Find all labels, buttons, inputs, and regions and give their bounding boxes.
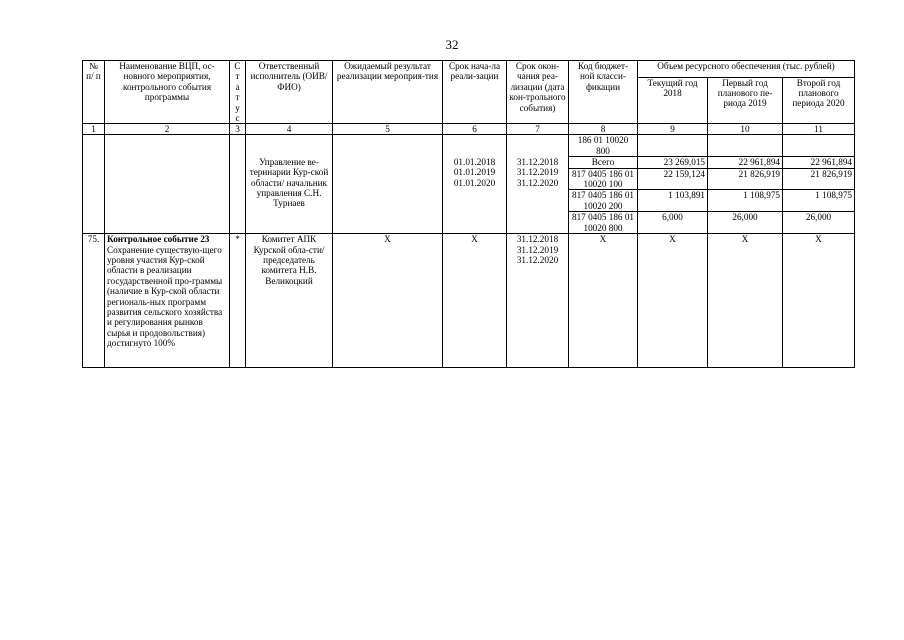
col-number: 4	[246, 124, 333, 135]
cont-result	[333, 157, 443, 234]
header-start: Срок нача-ла реали-зации	[443, 61, 507, 124]
event-description: Сохранение существую-щего уровня участия Кур-ской области в реализации государственной про-граммы (наличие в Кур-ской области региональ-ных программ развития сельского хозяйства и регулирования рынков сырья и продовольствия) достигнуто 100%	[107, 244, 223, 349]
cont-start-top	[443, 135, 507, 157]
cont-2019-top	[708, 135, 783, 157]
event-code: Х	[569, 234, 638, 368]
budget-code: Всего	[569, 157, 638, 168]
cont-2020-top	[783, 135, 855, 157]
cont-result-top	[333, 135, 443, 157]
cont-status	[230, 135, 246, 234]
header-executor: Ответственный исполнитель (ОИВ/ФИО)	[246, 61, 333, 124]
col-number: 5	[333, 124, 443, 135]
cont-end-top	[507, 135, 569, 157]
row-number: 75.	[83, 234, 105, 368]
cont-start-dates: 01.01.2018 01.01.2019 01.01.2020	[443, 157, 507, 234]
col-number: 2	[105, 124, 230, 135]
value-2018: 6,000	[638, 212, 708, 234]
value-2020: 26,000	[783, 212, 855, 234]
value-2019: 21 826,919	[708, 168, 783, 190]
cont-code-top: 186 01 10020 800	[569, 135, 638, 157]
header-2019: Первый год планового пе-риода 2019	[708, 77, 783, 124]
col-number: 10	[708, 124, 783, 135]
value-2019: 26,000	[708, 212, 783, 234]
budget-code: 817 0405 186 01 10020 800	[569, 212, 638, 234]
col-number: 1	[83, 124, 105, 135]
budget-code: 817 0405 186 01 10020 200	[569, 190, 638, 212]
event-title: Контрольное событие 23	[107, 234, 210, 245]
col-number: 8	[569, 124, 638, 135]
header-status: С т а т у с	[230, 61, 246, 124]
table-row	[83, 135, 855, 157]
header-2020: Второй год планового периода 2020	[783, 77, 855, 124]
col-number: 6	[443, 124, 507, 135]
value-2019: 22 961,894	[708, 157, 783, 168]
cont-executor-top	[246, 135, 333, 157]
header-end: Срок окон-чания реа-лизации (дата кон-трольного события)	[507, 61, 569, 124]
header-result: Ожидаемый результат реализации мероприя-тия	[333, 61, 443, 124]
value-2018: 1 103,891	[638, 190, 708, 212]
col-number: 11	[783, 124, 855, 135]
event-2018: Х	[638, 234, 708, 368]
col-number: 3	[230, 124, 246, 135]
page-number: 32	[445, 37, 459, 52]
header-name: Наименование ВЦП, ос-новного мероприятия, контрольного события программы	[105, 61, 230, 124]
cont-2018-top	[638, 135, 708, 157]
event-status: *	[230, 234, 246, 368]
event-end-dates: 31.12.2018 31.12.2019 31.12.2020	[507, 234, 569, 368]
value-2018: 23 269,015	[638, 157, 708, 168]
budget-code: 817 0405 186 01 10020 100	[569, 168, 638, 190]
col-number: 9	[638, 124, 708, 135]
event-2020: Х	[783, 234, 855, 368]
cont-num	[83, 135, 105, 234]
table-row-75	[83, 234, 855, 368]
event-result: Х	[333, 234, 443, 368]
cont-end-dates: 31.12.2018 31.12.2019 31.12.2020	[507, 157, 569, 234]
header-2018: Текущий год 2018	[638, 77, 708, 124]
value-2018: 22 159,124	[638, 168, 708, 190]
header-budget-code: Код бюджет-ной класси-фикации	[569, 61, 638, 124]
resource-table	[82, 60, 855, 368]
event-name	[105, 234, 230, 368]
column-number-row	[83, 124, 855, 135]
value-2020: 21 826,919	[783, 168, 855, 190]
value-2020: 22 961,894	[783, 157, 855, 168]
event-2019: Х	[708, 234, 783, 368]
col-number: 7	[507, 124, 569, 135]
header-num: № п/ п	[83, 61, 105, 124]
header-funding: Объем ресурсного обеспечения (тыс. рублей)	[638, 61, 855, 78]
cont-executor: Управление ве-теринарии Кур-ской области/ начальник управления С.Н. Турнаев	[246, 157, 333, 234]
value-2020: 1 108,975	[783, 190, 855, 212]
value-2019: 1 108,975	[708, 190, 783, 212]
cont-name	[105, 135, 230, 234]
event-start: Х	[443, 234, 507, 368]
header-row-1	[83, 61, 855, 78]
event-executor: Комитет АПК Курской обла-сти/председатель комитета Н.В. Великоцкий	[246, 234, 333, 368]
